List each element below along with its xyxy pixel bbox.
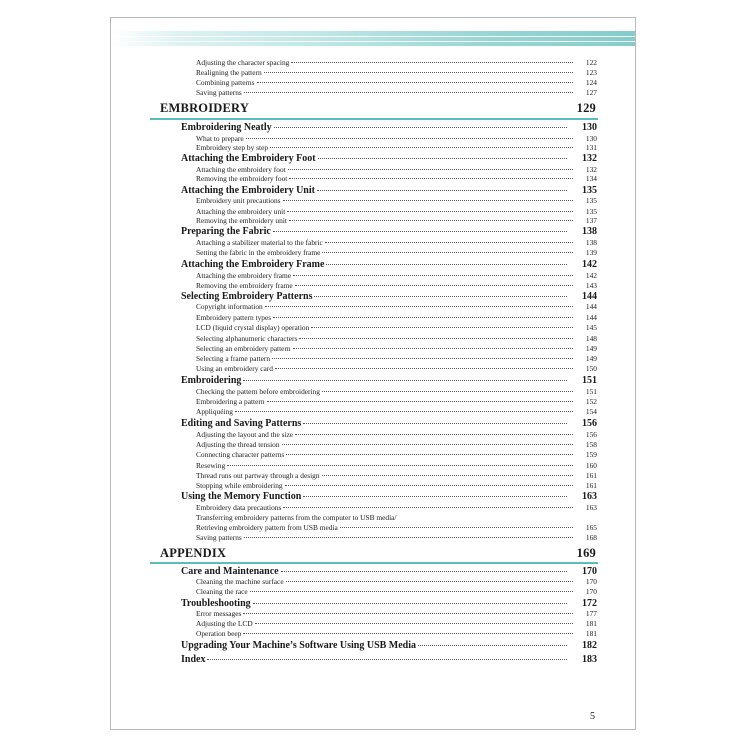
toc-section[interactable] [181,640,597,652]
toc-entry[interactable] [196,216,597,225]
entry-page: 131 [585,143,597,152]
toc-entry[interactable] [196,334,597,343]
entry-page: 150 [585,364,597,373]
chapter-page: 169 [576,546,596,560]
entry-page: 158 [585,440,597,449]
toc-section[interactable] [181,122,597,134]
section-title: Selecting Embroidery Patterns [181,291,313,302]
toc-entry[interactable] [196,58,597,67]
entry-title: Selecting alphanumeric characters [196,334,298,343]
toc-entry[interactable] [196,196,597,205]
toc-section[interactable] [181,375,597,387]
entry-page: 144 [585,302,597,311]
toc-section[interactable] [181,226,597,238]
entry-title: Stopping while embroidering [196,481,283,490]
toc-entry[interactable] [196,134,597,143]
section-title: Embroidering [181,375,242,386]
entry-page: 160 [585,461,597,470]
entry-page: 132 [585,165,597,174]
entry-title: Adjusting the character spacing [196,58,290,67]
entry-page: 124 [585,78,597,87]
page-number: 5 [590,711,595,722]
entry-title: Selecting a frame pattern [196,354,271,363]
toc-entry[interactable] [196,271,597,280]
entry-page: 177 [585,609,597,618]
entry-title: Embroidery unit precautions [196,196,281,205]
toc-entry[interactable] [196,609,597,618]
toc-entry[interactable] [196,577,597,586]
section-title: Editing and Saving Patterns [181,418,302,429]
entry-title: Connecting character patterns [196,450,285,459]
entry-page: 138 [585,238,597,247]
entry-title: Adjusting the LCD [196,619,253,628]
toc-section[interactable] [181,153,597,165]
entry-title: Cleaning the race [196,587,248,596]
section-title: Upgrading Your Machine’s Software Using USB Media [181,640,417,651]
toc-entry[interactable] [196,88,597,97]
entry-title: Attaching a stabilizer material to the fabric [196,238,323,247]
section-page: 132 [582,153,597,164]
entry-page: 151 [585,387,597,396]
entry-page: 170 [585,577,597,586]
entry-title: Saving patterns [196,533,242,542]
toc-entry[interactable] [196,78,597,87]
toc-entry[interactable] [196,407,597,416]
section-page: 156 [582,418,597,429]
entry-page: 135 [585,207,597,216]
entry-title: Checking the pattern before embroidering [196,387,320,396]
toc-entry[interactable] [196,533,597,542]
section-title: Preparing the Fabric [181,226,271,237]
toc-entry[interactable] [196,143,597,152]
toc-entry[interactable] [196,503,597,512]
entry-title: Retrieving embroidery pattern from USB media [196,523,338,532]
toc-entry[interactable] [196,619,597,628]
toc-entry[interactable] [196,68,597,77]
toc-section[interactable] [181,491,597,503]
toc-entry[interactable] [196,397,597,406]
entry-page: 165 [585,523,597,532]
toc-entry[interactable] [196,238,597,247]
toc-entry[interactable] [196,364,597,373]
entry-page: 156 [585,430,597,439]
toc-section[interactable] [181,654,597,666]
entry-page: 181 [585,629,597,638]
section-page: 183 [582,654,597,665]
entry-page: 149 [585,354,597,363]
toc-entry-line1[interactable] [196,513,597,522]
entry-page: 123 [585,68,597,77]
entry-page: 145 [585,323,597,332]
section-page: 151 [582,375,597,386]
entry-title: Removing the embroidery frame [196,281,293,290]
entry-page: 181 [585,619,597,628]
entry-title: Cleaning the machine surface [196,577,284,586]
section-title: Index [181,654,206,665]
entry-title: Copyright information [196,302,263,311]
toc-entry[interactable] [196,344,597,353]
toc-entry[interactable] [196,281,597,290]
chapter-title: APPENDIX [160,546,227,560]
toc-entry[interactable] [196,165,597,174]
entry-title: Setting the fabric in the embroidery frame [196,248,321,257]
chapter-rule [150,118,598,120]
entry-page: 134 [585,174,597,183]
entry-title: Removing the embroidery foot [196,174,288,183]
toc-entry[interactable] [196,207,597,216]
toc-entry[interactable] [196,523,597,532]
entry-page: 149 [585,344,597,353]
entry-title: Embroidery data precautions [196,503,282,512]
entry-title: Removing the embroidery unit [196,216,287,225]
entry-page: 154 [585,407,597,416]
toc-entry[interactable] [196,313,597,322]
entry-page: 161 [585,481,597,490]
toc-section[interactable] [181,418,597,430]
entry-page: 143 [585,281,597,290]
toc-entry[interactable] [196,461,597,470]
section-page: 142 [582,259,597,270]
entry-title: Saving patterns [196,88,242,97]
toc-entry[interactable] [196,354,597,363]
toc-entry[interactable] [196,471,597,480]
toc-section[interactable] [181,259,597,271]
entry-title: Attaching the embroidery unit [196,207,286,216]
toc-entry[interactable] [196,430,597,439]
toc-entry[interactable] [196,450,597,459]
section-title: Attaching the Embroidery Foot [181,153,316,164]
entry-page: 130 [585,134,597,143]
entry-title: Error messages [196,609,242,618]
entry-title: Adjusting the layout and the size [196,430,294,439]
entry-title: LCD (liquid crystal display) operation [196,323,310,332]
entry-page: 142 [585,271,597,280]
entry-page: 135 [585,196,597,205]
entry-title: Attaching the embroidery frame [196,271,292,280]
toc-entry[interactable] [196,174,597,183]
entry-page: 144 [585,313,597,322]
toc-entry[interactable] [196,481,597,490]
toc-entry[interactable] [196,302,597,311]
section-title: Using the Memory Function [181,491,302,502]
section-title: Care and Maintenance [181,566,279,577]
entry-page: 170 [585,587,597,596]
entry-title: Thread runs out partway through a design [196,471,320,480]
section-page: 172 [582,598,597,609]
entry-page: 168 [585,533,597,542]
toc-entry[interactable] [196,629,597,638]
section-page: 182 [582,640,597,651]
entry-page: 163 [585,503,597,512]
section-page: 135 [582,185,597,196]
entry-title: Operation beep [196,629,242,638]
chapter-page: 129 [576,101,596,115]
section-title: Attaching the Embroidery Unit [181,185,315,196]
toc-entry[interactable] [196,387,597,396]
entry-title: Embroidering a pattern [196,397,265,406]
section-title: Embroidering Neatly [181,122,272,133]
toc-entry[interactable] [196,587,597,596]
entry-title: Realigning the pattern [196,68,262,77]
section-page: 138 [582,226,597,237]
section-page: 170 [582,566,597,577]
entry-title: Adjusting the thread tension [196,440,280,449]
entry-page: 127 [585,88,597,97]
entry-page: 137 [585,216,597,225]
entry-page: 152 [585,397,597,406]
entry-title: Attaching the embroidery foot [196,165,286,174]
toc-entry[interactable] [196,323,597,332]
entry-title: Embroidery step by step [196,143,269,152]
section-title: Attaching the Embroidery Frame [181,259,325,270]
section-page: 130 [582,122,597,133]
toc-entry[interactable] [196,248,597,257]
entry-page: 161 [585,471,597,480]
entry-title: Using an embroidery card [196,364,273,373]
chapter-rule [150,562,598,564]
entry-page: 122 [585,58,597,67]
entry-page: 148 [585,334,597,343]
chapter-heading-embroidery[interactable] [150,101,598,117]
entry-page: 139 [585,248,597,257]
entry-title: What to prepare [196,134,244,143]
entry-page: 159 [585,450,597,459]
toc-entry[interactable] [196,440,597,449]
entry-title: Appliquéing [196,407,233,416]
entry-title: Embroidery pattern types [196,313,272,322]
chapter-heading-appendix[interactable] [150,546,598,562]
section-title: Troubleshooting [181,598,251,609]
entry-title: Resewing [196,461,226,470]
entry-title: Combining patterns [196,78,255,87]
chapter-title: EMBROIDERY [160,101,250,115]
entry-title: Selecting an embroidery pattern [196,344,291,353]
entry-title: Transferring embroidery patterns from the computer to USB media/ [196,513,397,522]
section-page: 163 [582,491,597,502]
section-page: 144 [582,291,597,302]
